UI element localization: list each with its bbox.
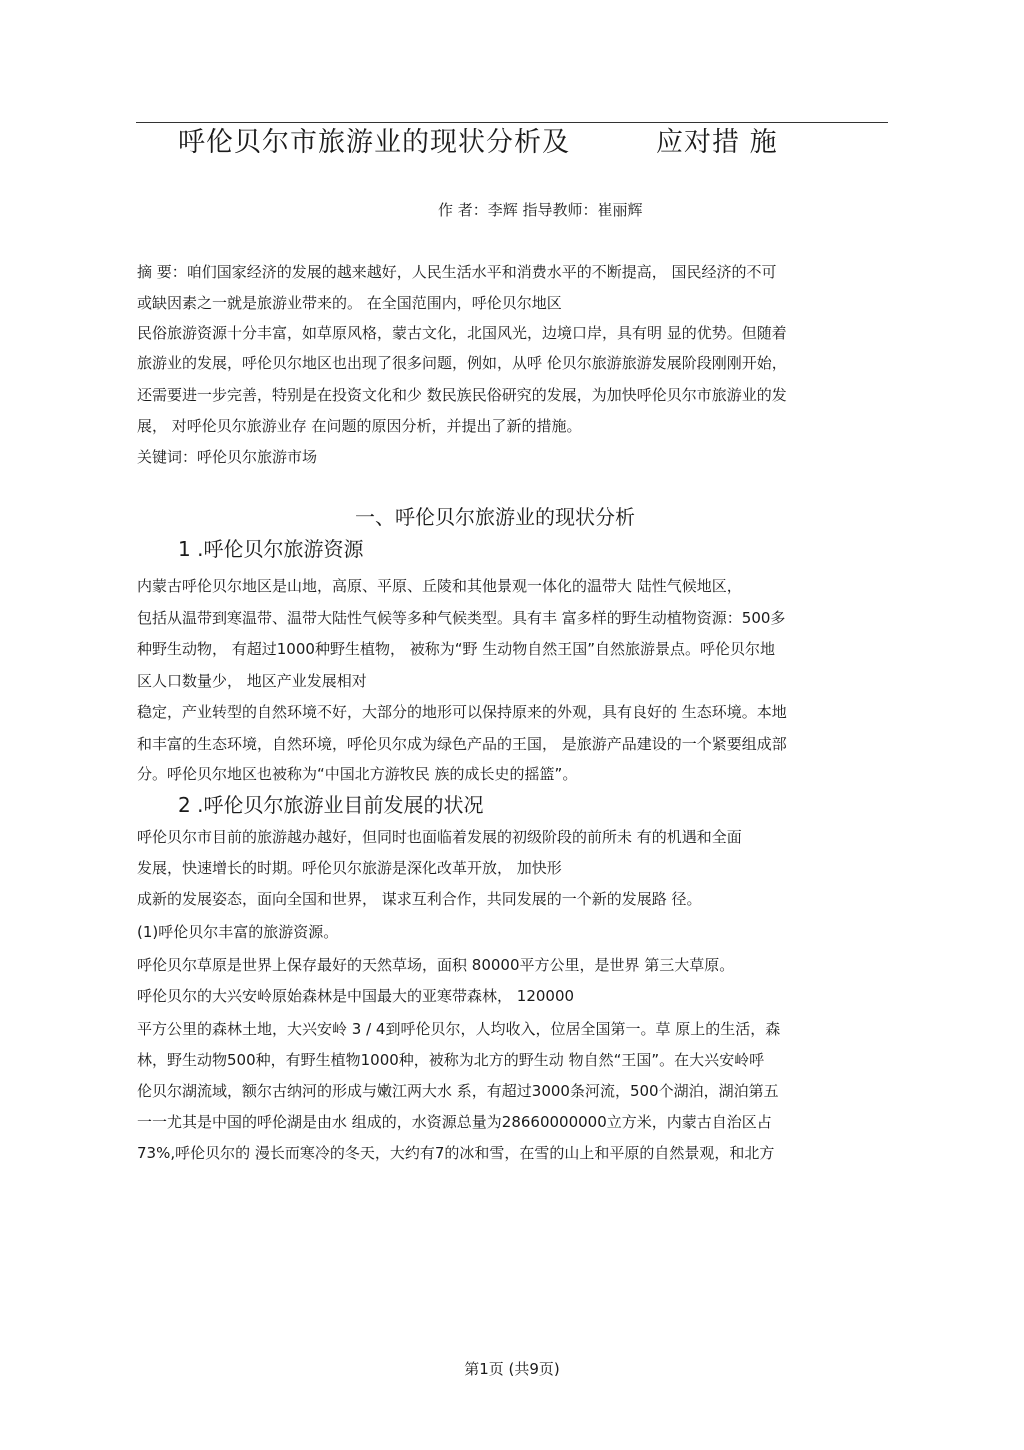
header-rule xyxy=(136,122,888,123)
paragraph-line: 呼伦贝尔市目前的旅游越办越好，但同时也面临着发展的初级阶段的前所未 有的机遇和全面 xyxy=(137,828,742,846)
paragraph-line: 内蒙古呼伦贝尔地区是山地，高原、平原、丘陵和其他景观一体化的温带大 陆性气候地区， xyxy=(137,577,742,595)
page-title xyxy=(136,126,888,160)
paragraph-line: 包括从温带到寒温带、温带大陆性气候等多种气候类型。具有丰 富多样的野生动植物资源：500多 xyxy=(137,609,786,627)
paragraph-line: 呼伦贝尔的大兴安岭原始森林是中国最大的亚寒带森林， 120000 xyxy=(137,987,575,1005)
abstract-line: 还需要进一步完善，特别是在投资文化和少 数民族民俗研究的发展，为加快呼伦贝尔市旅游业的发 xyxy=(137,386,787,404)
subsection-heading: 2 .呼伦贝尔旅游业目前发展的状况 xyxy=(178,793,484,817)
paragraph-line: 发展，快速增长的时期。呼伦贝尔旅游是深化改革开放， 加快形 xyxy=(137,859,562,877)
author-line: 作 者：李辉 指导教师：崔丽辉 xyxy=(438,201,643,219)
abstract-line: 摘 要：咱们国家经济的发展的越来越好，人民生活水平和消费水平的不断提高， 国民经济的不可 xyxy=(137,263,777,281)
paragraph-line: 伦贝尔湖流域，额尔古纳河的形成与嫩江两大水 系，有超过3000条河流，500个湖泊，湖泊第五 xyxy=(137,1082,779,1100)
abstract-line: 展， 对呼伦贝尔旅游业存 在问题的原因分析，并提出了新的措施。 xyxy=(137,417,582,435)
paragraph-line: 平方公里的森林土地，大兴安岭 3 / 4到呼伦贝尔，人均收入，位居全国第一。草 原上的生活，森 xyxy=(137,1020,781,1038)
title-part-1: 呼伦贝尔市旅游业的现状分析及 xyxy=(178,127,570,158)
paragraph-line: 稳定，产业转型的自然环境不好，大部分的地形可以保持原来的外观，具有良好的 生态环境。本地 xyxy=(137,703,787,721)
paragraph-line: 种野生动物， 有超过1000种野生植物， 被称为“野 生动物自然王国”自然旅游景点。呼伦贝尔地 xyxy=(137,640,776,658)
keywords-line: 关键词：呼伦贝尔旅游市场 xyxy=(137,448,318,466)
paragraph-line: 和丰富的生态环境，自然环境，呼伦贝尔成为绿色产品的王国， 是旅游产品建设的一个紧要组成部 xyxy=(137,735,787,753)
page-number-footer: 第1页 (共9页) xyxy=(464,1360,560,1378)
paragraph-line: 一一尤其是中国的呼伦湖是由水 组成的，水资源总量为28660000000立方米，内蒙古自治区占 xyxy=(137,1113,772,1131)
paragraph-line: 成新的发展姿态，面向全国和世界， 谋求互利合作，共同发展的一个新的发展路 径。 xyxy=(137,890,702,908)
paragraph-line: 林，野生动物500种，有野生植物1000种，被称为北方的野生动 物自然“王国”。在大兴安岭呼 xyxy=(137,1051,765,1069)
section-heading: 一、呼伦贝尔旅游业的现状分析 xyxy=(355,505,635,529)
title-part-2: 应对措 施 xyxy=(656,127,778,158)
paragraph-line: (1)呼伦贝尔丰富的旅游资源。 xyxy=(137,923,339,941)
abstract-line: 旅游业的发展，呼伦贝尔地区也出现了很多问题，例如，从呼 伦贝尔旅游旅游发展阶段刚刚开始， xyxy=(137,354,787,372)
paragraph-line: 分。呼伦贝尔地区也被称为“中国北方游牧民 族的成长史的摇篮”。 xyxy=(137,765,578,783)
subsection-heading: 1 .呼伦贝尔旅游资源 xyxy=(178,537,364,561)
paragraph-line: 呼伦贝尔草原是世界上保存最好的天然草场，面积 80000平方公里，是世界 第三大草原。 xyxy=(137,956,735,974)
paragraph-line: 区人口数量少， 地区产业发展相对 xyxy=(137,672,367,690)
paragraph-line: 73%,呼伦贝尔的 漫长而寒冷的冬天，大约有7的冰和雪，在雪的山上和平原的自然景观，和北方 xyxy=(137,1144,775,1162)
abstract-line: 民俗旅游资源十分丰富，如草原风格，蒙古文化，北国风光，边境口岸，具有明 显的优势。但随着 xyxy=(137,324,787,342)
abstract-line: 或缺因素之一就是旅游业带来的。 在全国范围内，呼伦贝尔地区 xyxy=(137,294,562,312)
